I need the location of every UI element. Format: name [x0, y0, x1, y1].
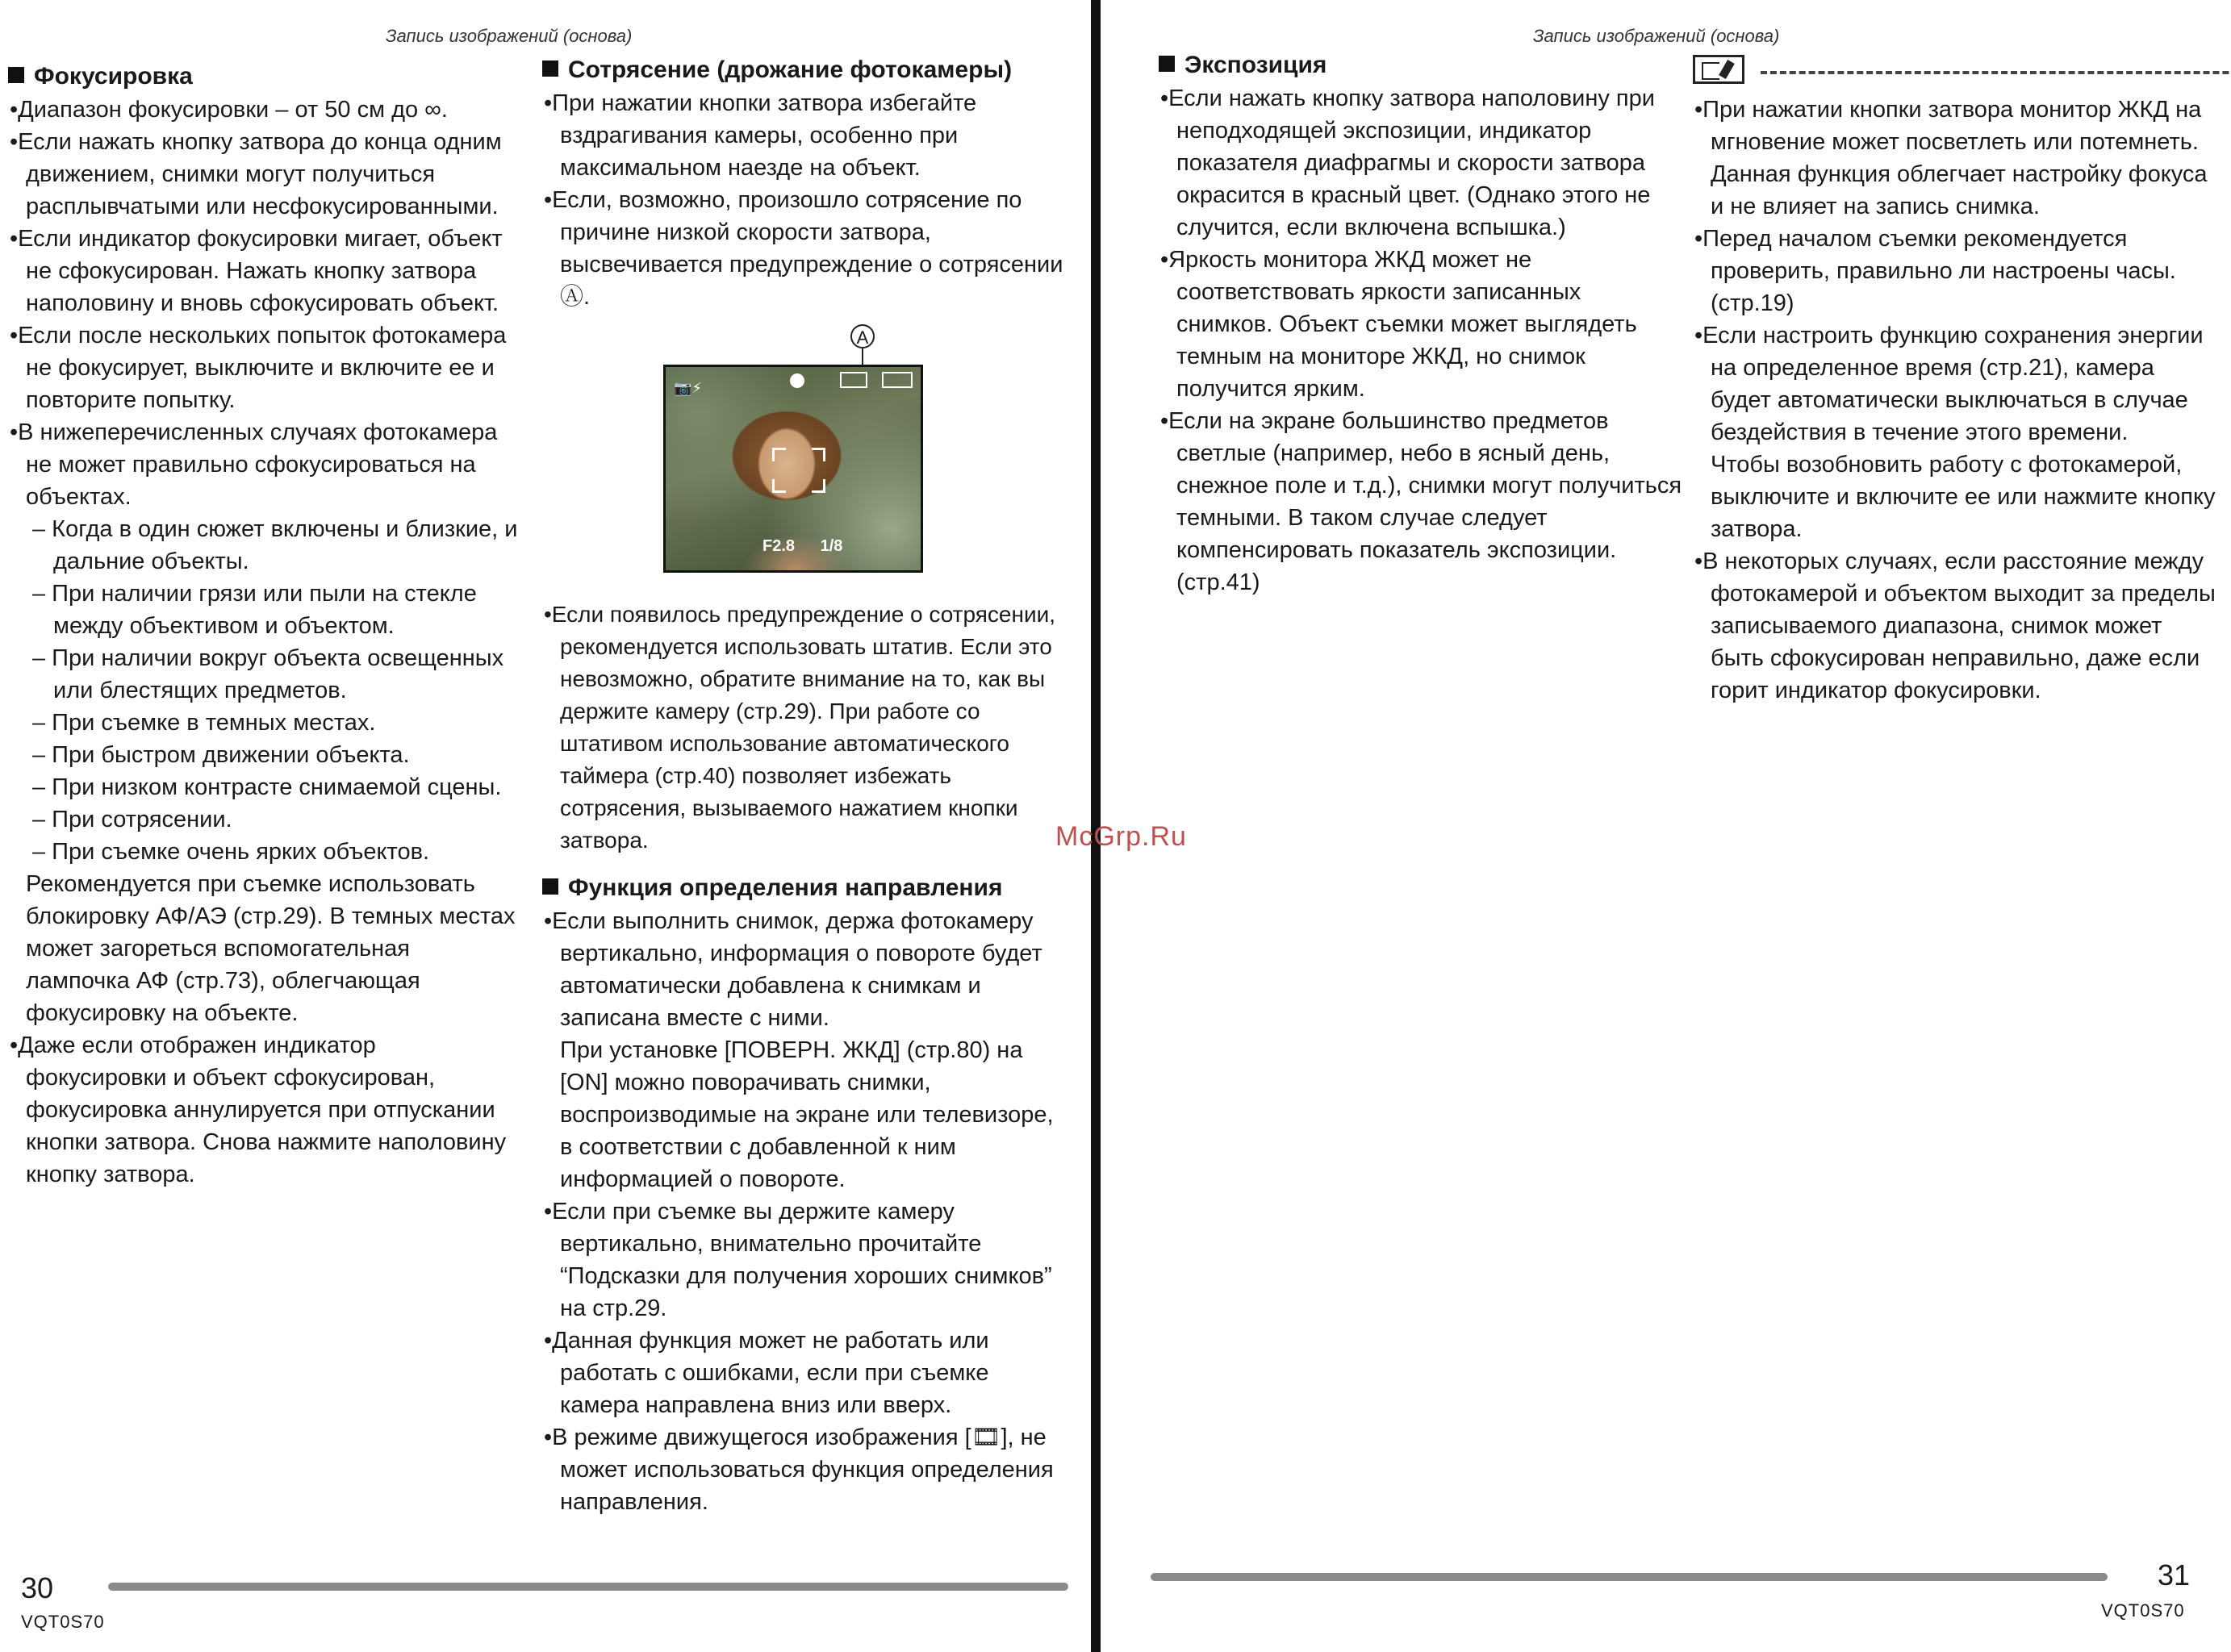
- focus-items: [8, 94, 518, 1191]
- note-header: [1693, 53, 2217, 89]
- bullet-paragraph: •Если индикатор фокусировки мигает, объект не сфокусирован. Нажать кнопку затвора наполовину и вновь сфокусировать объект.: [10, 226, 503, 316]
- right-page: [1107, 0, 2231, 1652]
- square-bullet-icon: [8, 67, 24, 83]
- bullet-paragraph: •Если нажать кнопку затвора до конца одним движением, снимки могут получиться расплывчатыми или несфокусированными.: [10, 129, 502, 219]
- exposure-column: [1159, 48, 1683, 599]
- direction-items: [542, 905, 1067, 1518]
- bullet-paragraph: •В некоторых случаях, если расстояние между фотокамерой и объектом выходит за пределы записываемого диапазона, снимок может быть сфокусирован неправильно, даже если горит индикатор фокусировки.: [1694, 549, 2216, 703]
- model-code: VQT0S70: [21, 1612, 105, 1632]
- bullet-paragraph: •Если выполнить снимок, держа фотокамеру вертикально, информация о повороте будет автоматически добавлена к снимкам и записана вместе с ними.: [544, 908, 1042, 1031]
- focus-indicator-icon: [790, 373, 804, 388]
- notes-column: [1693, 53, 2217, 707]
- bullet-paragraph: •Если после нескольких попыток фотокамера не фокусирует, выключите и включите ее и повторите попытку.: [10, 323, 507, 413]
- bullet-paragraph: •Даже если отображен индикатор фокусировки и объект сфокусирован, фокусировка аннулируется при отпускании кнопки затвора. Снова нажмите наполовину кнопку затвора.: [10, 1032, 507, 1187]
- af-frame-icon: [772, 448, 825, 493]
- page-number: 31: [2158, 1558, 2191, 1592]
- bullet-paragraph: •Если нажать кнопку затвора наполовину при неподходящей экспозиции, индикатор показателя диафрагмы и скорости затвора окрасится в красный цвет. (Однако этого не случится, если включена вспышка.): [1160, 86, 1655, 240]
- lcd-exposure-readout: [762, 530, 863, 562]
- bullet-paragraph: •Перед началом съемки рекомендуется проверить, правильно ли настроены часы. (стр.19): [1694, 226, 2176, 316]
- shake-items-after: [542, 599, 1067, 857]
- note-memo-icon: [1693, 55, 1744, 84]
- bullet-paragraph: •При нажатии кнопки затвора избегайте вздрагивания камеры, особенно при максимальном наезде на объект.: [544, 90, 977, 181]
- dash-list-item: – При быстром движении объекта.: [32, 742, 410, 768]
- bullet-paragraph: •Если появилось предупреждение о сотрясении, рекомендуется использовать штатив. Если это невозможно, обратите внимание на то, как вы держите камеру (стр.29). При работе со штативом использование автоматического таймера (стр.40) позволяет избежать сотрясения, вызываемого нажатием кнопки затвора.: [544, 602, 1056, 853]
- watermark-text: McGrp.Ru: [1055, 821, 1187, 852]
- bullet-paragraph: •Диапазон фокусировки – от 50 см до ∞.: [10, 97, 448, 123]
- aperture-value: F2.8: [762, 537, 796, 555]
- page-number: 30: [21, 1571, 54, 1604]
- bullet-paragraph: •В режиме движущегося изображения [🎞], не может использоваться функция определения направления.: [544, 1425, 1054, 1515]
- shake-column: [542, 53, 1067, 1518]
- bullet-paragraph: •Если настроить функцию сохранения энергии на определенное время (стр.21), камера будет автоматически выключаться в случае бездействия в течение этого времени.: [1694, 323, 2204, 445]
- footer-bar: [108, 1583, 1068, 1591]
- callout-a-marker: A: [850, 324, 875, 348]
- exposure-heading: Экспозиция: [1159, 48, 1683, 82]
- exposure-items: [1159, 82, 1683, 599]
- shake-items: [542, 87, 1067, 313]
- focus-column: [8, 60, 518, 1191]
- square-bullet-icon: [542, 878, 558, 895]
- bullet-paragraph: •Если, возможно, произошло сотрясение по причине низкой скорости затвора, высвечивается предупреждение о сотрясении Ⓐ.: [544, 187, 1063, 310]
- continuation-paragraph: Рекомендуется при съемке использовать блокировку АФ/АЭ (стр.29). В темных местах может загореться вспомогательная лампочка АФ (стр.73), облегчающая фокусировку на объекте.: [26, 871, 516, 1026]
- footer-bar: [1151, 1573, 2108, 1581]
- continuation-paragraph: Чтобы возобновить работу с фотокамерой, выключите и включите ее или нажмите кнопку затвора.: [1711, 452, 2216, 542]
- dash-list-item: – При наличии грязи или пыли на стекле между объективом и объектом.: [32, 581, 477, 639]
- page-header: Запись изображений (основа): [386, 26, 633, 46]
- bullet-paragraph: •Яркость монитора ЖКД может не соответствовать яркости записанных снимков. Объект съемки может выглядеть темным на мониторе ЖКД, но снимок получится ярким.: [1160, 247, 1637, 402]
- square-bullet-icon: [542, 60, 558, 77]
- battery-icon: [882, 372, 913, 388]
- camera-flash-off-icon: 📷⚡: [674, 380, 703, 396]
- note-divider: [1761, 71, 2231, 74]
- bullet-paragraph: •В нижеперечисленных случаях фотокамера не может правильно сфокусироваться на объектах.: [10, 419, 498, 510]
- left-page: [0, 0, 1089, 1652]
- dash-list-item: – При наличии вокруг объекта освещенных или блестящих предметов.: [32, 645, 504, 703]
- shutter-value: 1/8: [820, 537, 843, 555]
- dash-list-item: – При съемке в темных местах.: [32, 710, 376, 736]
- lcd-status-bar: [674, 372, 913, 396]
- bullet-paragraph: •Если при съемке вы держите камеру вертикально, внимательно прочитайте “Подсказки для получения хороших снимков” на стр.29.: [544, 1199, 1052, 1321]
- model-code: VQT0S70: [2101, 1600, 2185, 1621]
- dash-list-item: – При съемке очень ярких объектов.: [32, 839, 430, 865]
- dash-list-item: – При низком контрасте снимаемой сцены.: [32, 774, 502, 800]
- shake-warning-icon: [840, 372, 867, 388]
- lcd-screen-figure: [663, 324, 930, 590]
- continuation-paragraph: При установке [ПОВЕРН. ЖКД] (стр.80) на [ON] можно поворачивать снимки, воспроизводимые на экране или телевизоре, в соответствии с добавленной к ним информацией о повороте.: [560, 1037, 1054, 1192]
- bullet-paragraph: •При нажатии кнопки затвора монитор ЖКД на мгновение может посветлеть или потемнеть. Данная функция облегчает настройку фокуса и не влияет на запись снимка.: [1694, 97, 2208, 219]
- dash-list-item: – При сотрясении.: [32, 807, 232, 832]
- bullet-paragraph: •Если на экране большинство предметов светлые (например, небо в ясный день, снежное поле и т.д.), снимки могут получиться темными. В таком случае следует компенсировать показатель экспозиции. (стр.41): [1160, 408, 1682, 595]
- direction-heading: Функция определения направления: [542, 871, 1067, 905]
- notes-items: [1693, 94, 2217, 707]
- page-header: Запись изображений (основа): [1533, 26, 1780, 46]
- square-bullet-icon: [1159, 56, 1175, 72]
- dash-list-item: – Когда в один сюжет включены и близкие, и дальние объекты.: [32, 516, 518, 574]
- shake-heading: Сотрясение (дрожание фотокамеры): [542, 53, 1067, 87]
- lcd-preview-image: [663, 365, 923, 573]
- focus-heading: Фокусировка: [8, 60, 518, 94]
- bullet-paragraph: •Данная функция может не работать или работать с ошибками, если при съемке камера направлена вниз или вверх.: [544, 1328, 989, 1418]
